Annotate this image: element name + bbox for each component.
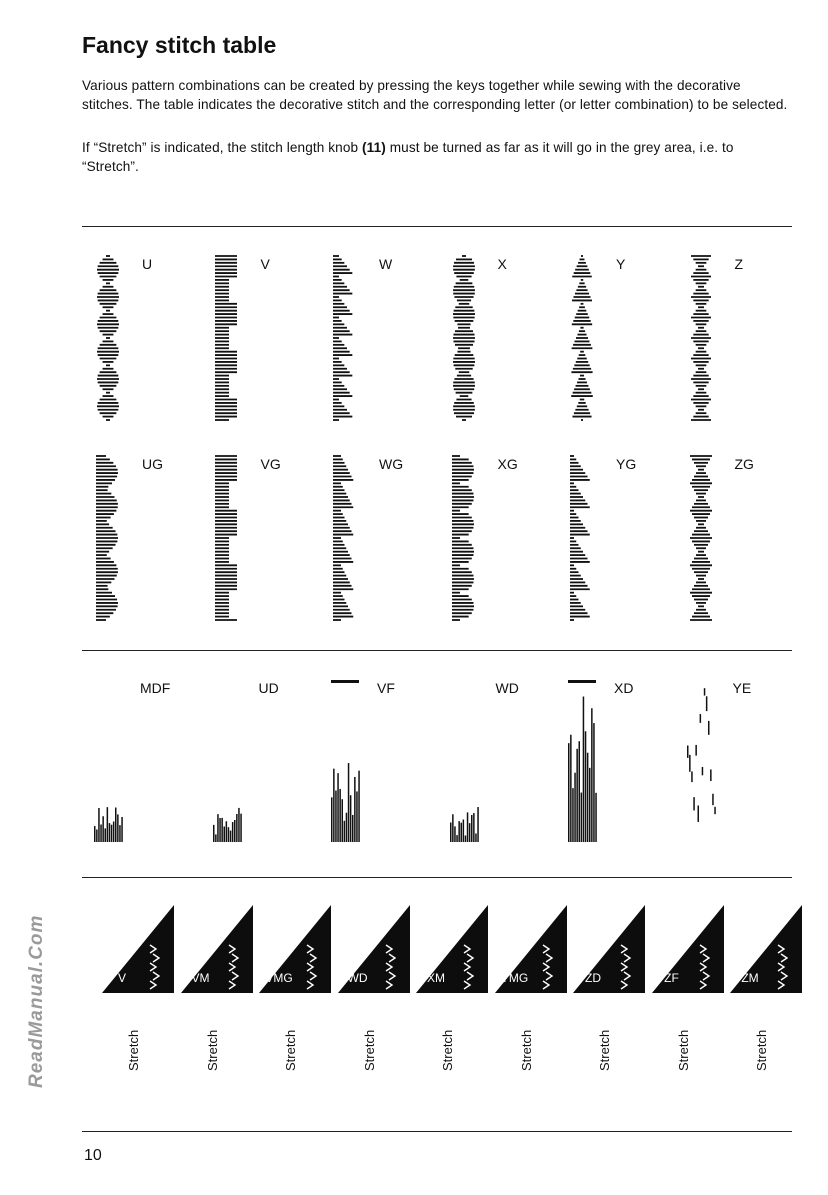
stretch-label: Stretch xyxy=(597,1029,612,1071)
stitch-code-label: WD xyxy=(347,971,368,985)
stitch-mark xyxy=(693,797,695,810)
stretch-stitch-zf xyxy=(652,905,724,1085)
stitch-mark xyxy=(477,807,479,842)
stitch-mark xyxy=(699,714,701,723)
stitch-code-label: ZM xyxy=(741,971,759,985)
stitch-code-label: VMG xyxy=(265,971,293,985)
stitch-cell-mdf xyxy=(92,676,192,851)
stitch-mark xyxy=(462,820,464,842)
stretch-label: Stretch xyxy=(675,1029,691,1071)
stitch-code-label: Y xyxy=(616,256,626,272)
stitch-pattern-icon xyxy=(448,676,484,848)
stitch-pattern-icon xyxy=(685,252,721,424)
stitch-pattern-icon xyxy=(448,252,484,424)
page-number: 10 xyxy=(84,1147,102,1164)
stitch-mark xyxy=(348,763,350,842)
stitch-mark xyxy=(579,741,581,842)
stitch-mark xyxy=(468,823,470,842)
stitch-mark xyxy=(94,826,96,842)
stitch-pattern-icon xyxy=(566,452,602,624)
stitch-code-label: XG xyxy=(497,456,518,472)
stitch-pattern-icon xyxy=(211,452,247,624)
watermark-text: ReadManual.Com xyxy=(26,914,47,1088)
stitch-code-label: UD xyxy=(258,680,279,696)
stitch-mark xyxy=(589,768,591,842)
stretch-label: Stretch xyxy=(283,1029,298,1071)
stitch-mark xyxy=(473,813,475,842)
stitch-code-label: U xyxy=(142,256,153,272)
intro-paragraph: Various pattern combinations can be created by pressing the keys together while sewing with the decorative stitches. The table indicates the decorative stitch and the corresponding letter (or letter combination) to be selected. xyxy=(82,78,788,112)
stitch-mark xyxy=(687,746,689,758)
stitch-mark xyxy=(708,721,710,735)
stitch-code-label: Z xyxy=(734,256,744,272)
stitch-cell-vf xyxy=(329,676,429,851)
stitch-cell-u xyxy=(92,252,192,427)
stitch-mark xyxy=(464,835,466,842)
stitch-mark xyxy=(471,815,473,842)
stretch-note-text-b: must be turned as far as it will go in the grey area, i.e. to “Stretch”. xyxy=(82,140,734,174)
stitch-code-label: V xyxy=(117,971,126,985)
stitch-cell-vg xyxy=(211,452,311,627)
stitch-mark xyxy=(576,749,578,842)
divider-bottom xyxy=(82,1131,792,1132)
stitch-mark xyxy=(712,794,714,805)
stitch-mark xyxy=(113,822,115,842)
stitch-mark xyxy=(570,735,572,842)
stitch-mark xyxy=(238,808,240,842)
divider-top xyxy=(82,226,792,227)
stitch-mark xyxy=(98,808,100,842)
stitch-code-label: VF xyxy=(377,680,395,696)
stitch-mark xyxy=(466,812,468,842)
stitch-mark xyxy=(458,821,460,842)
stitch-mark xyxy=(105,828,107,842)
stitch-cell-zg xyxy=(685,452,785,627)
stitch-cell-wg xyxy=(329,452,429,627)
stretch-label: Stretch xyxy=(126,1029,141,1071)
stitch-mark xyxy=(703,688,705,695)
stitch-mark xyxy=(221,818,223,842)
stitch-cell-yg xyxy=(566,452,666,627)
stitch-cell-ud xyxy=(211,676,311,851)
stitch-mark xyxy=(240,814,242,842)
stitch-mark xyxy=(356,791,358,842)
stitch-row-stretch xyxy=(82,905,792,1085)
stitch-mark xyxy=(219,818,221,842)
stitch-code-label: YG xyxy=(616,456,637,472)
stitch-mark xyxy=(460,823,462,842)
stitch-mark xyxy=(350,795,352,842)
stitch-code-label: W xyxy=(379,256,393,272)
stretch-stitch-xm xyxy=(416,905,488,1085)
stitch-mark xyxy=(354,777,356,842)
stitch-code-label: VG xyxy=(260,456,281,472)
stitch-cell-y xyxy=(566,252,666,427)
stretch-stitch-wd xyxy=(338,905,410,1085)
stitch-pattern-icon xyxy=(566,252,602,424)
stitch-mark xyxy=(697,806,699,822)
stitch-mark xyxy=(574,773,576,842)
page-title: Fancy stitch table xyxy=(82,32,277,58)
stitch-mark xyxy=(342,799,344,842)
stretch-label: Stretch xyxy=(440,1029,455,1071)
stitch-mark xyxy=(227,827,229,842)
stitch-mark xyxy=(119,825,121,842)
stitch-mark xyxy=(452,814,454,842)
stitch-code-label: ZD xyxy=(585,971,601,985)
stitch-mark xyxy=(121,817,123,842)
stitch-mark xyxy=(107,807,109,842)
stitch-mark xyxy=(568,743,570,842)
stitch-mark xyxy=(454,826,456,842)
stretch-stitch-vmg xyxy=(259,905,331,1085)
stretch-stitch-zm xyxy=(730,905,802,1085)
stitch-mark xyxy=(587,753,589,842)
stitch-pattern-icon xyxy=(92,252,128,424)
stitch-code-label: WD xyxy=(495,680,519,696)
stitch-mark xyxy=(585,731,587,842)
stitch-code-label: ZF xyxy=(664,971,679,985)
stitch-mark xyxy=(593,723,595,842)
stretch-stitch-vm xyxy=(181,905,253,1085)
stitch-pattern-icon xyxy=(211,252,247,424)
stitch-mark xyxy=(236,814,238,842)
knob-reference: (11) xyxy=(362,140,386,155)
stitch-mark xyxy=(358,771,360,842)
stitch-row-g xyxy=(82,452,792,632)
stitch-mark xyxy=(109,823,111,842)
stitch-pattern-icon xyxy=(211,676,247,848)
stitch-mark xyxy=(337,773,339,842)
stretch-label: Stretch xyxy=(204,1029,220,1071)
stitch-cell-w xyxy=(329,252,429,427)
stitch-mark xyxy=(115,807,117,842)
stitch-code-label: MDF xyxy=(140,680,171,696)
stitch-mark xyxy=(456,835,458,842)
stitch-mark xyxy=(689,755,691,772)
stitch-pattern-icon xyxy=(329,452,365,624)
stitch-mark xyxy=(705,696,707,711)
stitch-mark xyxy=(333,769,335,842)
stitch-mark xyxy=(335,791,337,842)
stitch-mark xyxy=(225,821,227,842)
divider-lower xyxy=(82,877,792,878)
stitch-code-label: YE xyxy=(732,680,752,696)
stitch-pattern-icon xyxy=(92,676,128,848)
stitch-mark xyxy=(339,789,341,842)
stitch-pattern-icon xyxy=(566,676,602,848)
stitch-mark xyxy=(346,813,348,842)
divider-middle xyxy=(82,650,792,651)
stitch-pattern-icon xyxy=(685,676,721,848)
stitch-pattern-icon xyxy=(685,452,721,624)
stitch-cell-wd xyxy=(448,676,548,851)
stitch-cell-ug xyxy=(92,452,192,627)
stitch-cell-ye xyxy=(685,676,785,851)
stitch-cell-xg xyxy=(448,452,548,627)
stitch-mark xyxy=(475,833,477,842)
stitch-mark xyxy=(572,788,574,842)
stitch-code-label: VM xyxy=(191,971,210,985)
stitch-mark xyxy=(695,745,697,756)
stitch-mark xyxy=(100,824,102,842)
stitch-cell-x xyxy=(448,252,548,427)
stitch-cell-xd xyxy=(566,676,666,851)
stretch-stitch-ymg xyxy=(495,905,567,1085)
stitch-mark xyxy=(215,834,217,842)
stitch-mark xyxy=(352,815,354,842)
stitch-pattern-icon xyxy=(329,252,365,424)
stitch-mark xyxy=(331,797,333,842)
stitch-code-label: XM xyxy=(427,971,445,985)
stitch-cell-z xyxy=(685,252,785,427)
stitch-mark xyxy=(111,825,113,842)
stitch-mark xyxy=(117,814,119,842)
stitch-code-label: V xyxy=(260,256,270,272)
stitch-mark xyxy=(714,807,716,814)
stitch-mark xyxy=(213,825,215,842)
stitch-code-label: YMG xyxy=(500,971,529,985)
stitch-mark xyxy=(234,820,236,842)
stitch-code-label: XD xyxy=(614,680,634,696)
stitch-mark xyxy=(331,680,359,683)
stitch-mark xyxy=(691,771,693,782)
stitch-mark xyxy=(217,814,219,842)
stitch-code-label: X xyxy=(497,256,507,272)
stitch-mark xyxy=(583,697,585,842)
stitch-mark xyxy=(710,769,712,781)
stitch-mark xyxy=(450,822,452,842)
stitch-mark xyxy=(223,827,225,842)
stitch-mark xyxy=(581,793,583,842)
stitch-pattern-icon xyxy=(448,452,484,624)
stretch-note-paragraph xyxy=(82,139,794,176)
stretch-label: Stretch xyxy=(518,1029,534,1071)
stitch-pattern-icon xyxy=(329,676,365,848)
stitch-mark xyxy=(568,680,596,683)
stitch-row-combination xyxy=(82,676,792,856)
stitch-mark xyxy=(96,829,98,842)
stitch-mark xyxy=(344,821,346,842)
stitch-mark xyxy=(231,822,233,842)
stitch-mark xyxy=(591,708,593,842)
stitch-cell-v xyxy=(211,252,311,427)
stretch-label: Stretch xyxy=(754,1029,769,1071)
stretch-stitch-v xyxy=(102,905,174,1085)
stitch-mark xyxy=(701,767,703,775)
stitch-pattern-icon xyxy=(92,452,128,624)
stitch-code-label: UG xyxy=(142,456,163,472)
stretch-label: Stretch xyxy=(361,1029,377,1071)
stitch-code-label: ZG xyxy=(734,456,754,472)
stretch-stitch-zd xyxy=(573,905,645,1085)
stitch-row-basic xyxy=(82,252,792,432)
stitch-code-label: WG xyxy=(379,456,404,472)
stitch-mark xyxy=(595,793,597,842)
stitch-mark xyxy=(229,831,231,842)
stretch-note-text-a: If “Stretch” is indicated, the stitch length knob xyxy=(82,140,363,155)
stitch-mark xyxy=(102,816,104,842)
